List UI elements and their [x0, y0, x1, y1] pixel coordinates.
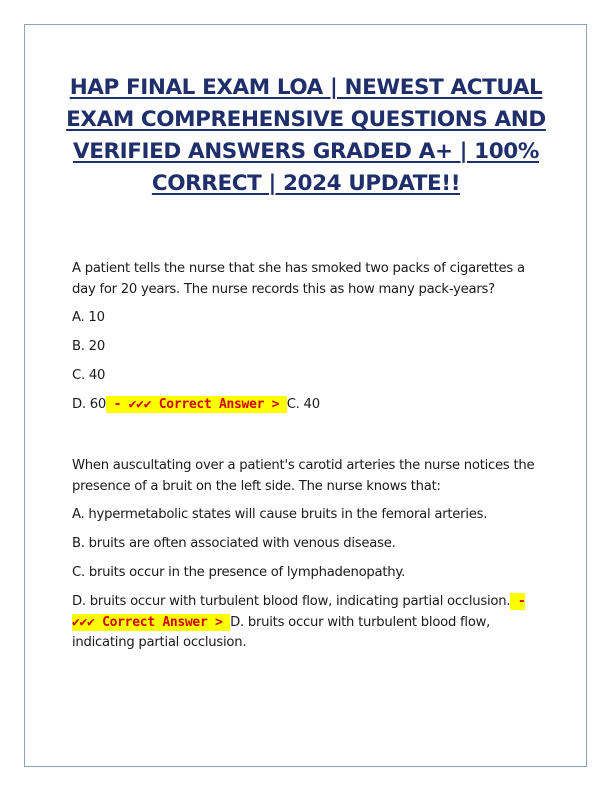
option-d: D. 60: [72, 397, 107, 412]
option-b: B. 20: [72, 339, 105, 354]
correct-answer: D. bruits occur with turbulent blood flow, indicating partial occlusion.: [72, 614, 491, 650]
question-1: [72, 259, 546, 424]
question-stem: A patient tells the nurse that she has smoked two packs of cigarettes a day for 20 years. The nurse records this as how many pack-years?: [72, 261, 525, 297]
option-a: A. hypermetabolic states will cause bruits in the femoral arteries.: [72, 507, 488, 522]
document-title: HAP FINAL EXAM LOA | NEWEST ACTUAL EXAM COMPREHENSIVE QUESTIONS AND VERIFIED ANSWERS GRADED A+ | 100% CORRECT | 2024 UPDATE!!: [66, 75, 546, 196]
correct-answer-marker: - ✔✔✔ Correct Answer >: [72, 594, 526, 630]
option-d-with-answer: [72, 395, 546, 416]
correct-answer: C. 40: [286, 397, 320, 412]
option-a: A. 10: [72, 310, 105, 325]
question-2: [72, 456, 546, 662]
option-d: D. bruits occur with turbulent blood flow, indicating partial occlusion.: [72, 594, 511, 609]
option-c: C. bruits occur in the presence of lymphadenopathy.: [72, 565, 406, 580]
question-stem: When auscultating over a patient's carotid arteries the nurse notices the presence of a bruit on the left side. The nurse knows that:: [72, 458, 535, 494]
option-b: B. bruits are often associated with venous disease.: [72, 536, 396, 551]
option-c: C. 40: [72, 368, 106, 383]
correct-answer-marker: - ✔✔✔ Correct Answer >: [106, 397, 287, 412]
option-d-with-answer: [72, 592, 546, 654]
